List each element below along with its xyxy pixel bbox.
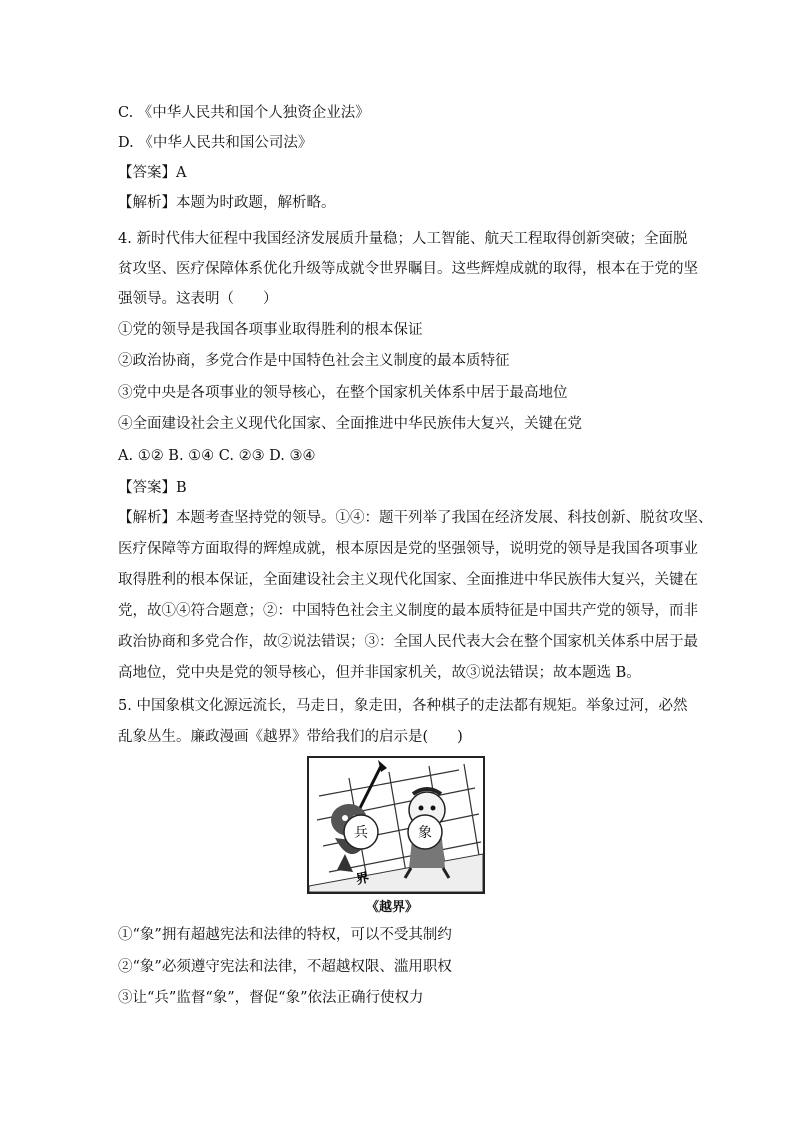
analysis-4-line-5: 政治协商和多党合作，故②说法错误；③：全国人民代表大会在整个国家机关体系中居于最 [118,634,698,650]
figure-caption: 《越界》 [366,900,419,915]
q5-statement-3: ③让“兵”监督“象”，督促“象”依法正确行使权力 [118,990,424,1006]
border-word: 界 [354,870,371,888]
piece-bing-label: 兵 [354,825,368,841]
question-5-line-2: 乱象丛生。廉政漫画《越界》带给我们的启示是( ) [118,729,463,745]
analysis-4-line-4: 党，故①④符合题意；②：中国特色社会主义制度的最本质特征是中国共产党的领导，而非 [118,603,698,619]
q4-statement-1: ①党的领导是我国各项事业取得胜利的根本保证 [118,322,423,338]
q5-statement-1: ①“象”拥有超越宪法和法律的特权，可以不受其制约 [118,927,452,943]
analysis-4-line-3: 取得胜利的根本保证，全面建设社会主义现代化国家、全面推进中华民族伟大复兴，关键在 [118,572,698,588]
q5-statement-2: ②“象”必须遵守宪法和法律，不超越权限、滥用职权 [118,959,452,975]
option-d: D. 《中华人民共和国公司法》 [118,135,313,151]
question-4-line-1: 4. 新时代伟大征程中我国经济发展质升量稳；人工智能、航天工程取得创新突破；全面脱 [118,231,688,247]
cartoon-illustration [309,758,483,892]
q4-statement-2: ②政治协商，多党合作是中国特色社会主义制度的最本质特征 [118,353,510,369]
analysis-3: 【解析】本题为时政题，解析略。 [118,195,336,211]
cartoon-figure [307,756,485,894]
answer-4: 【答案】B [118,480,187,496]
q4-options: A. ①② B. ①④ C. ②③ D. ③④ [118,448,316,464]
analysis-4-line-1: 【解析】本题考查坚持党的领导。①④：题干列举了我国在经济发展、科技创新、脱贫攻坚、 [118,510,713,526]
piece-xiang-label: 象 [418,825,432,841]
question-4-line-3: 强领导。这表明（ ） [118,291,278,307]
analysis-4-line-6: 高地位，党中央是党的领导核心，但并非国家机关，故③说法错误；故本题选 B。 [118,665,641,681]
analysis-4-line-2: 医疗保障等方面取得的辉煌成就，根本原因是党的坚强领导，说明党的领导是我国各项事业 [118,541,698,557]
option-c: C. 《中华人民共和国个人独资企业法》 [118,105,370,121]
answer-3: 【答案】A [118,165,187,181]
q4-statement-4: ④全面建设社会主义现代化国家、全面推进中华民族伟大复兴，关键在党 [118,416,582,432]
question-4-line-2: 贫攻坚、医疗保障体系优化升级等成就令世界瞩目。这些辉煌成就的取得，根本在于党的坚 [118,261,698,277]
q4-statement-3: ③党中央是各项事业的领导核心，在整个国家机关体系中居于最高地位 [118,385,568,401]
question-5-line-1: 5. 中国象棋文化源远流长，马走日，象走田，各种棋子的走法都有规矩。举象过河，必然 [118,698,688,714]
